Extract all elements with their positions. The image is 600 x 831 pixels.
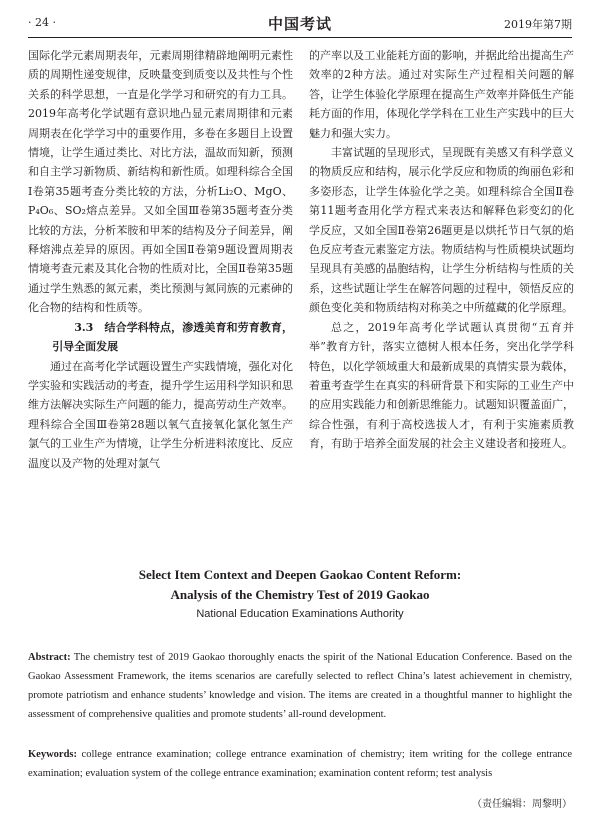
english-keywords (28, 745, 572, 783)
english-author: National Education Examinations Authority (196, 608, 404, 620)
paragraph: 总之，2019年高考化学试题认真贯彻“五育并举”教育方针，落实立德树人根本任务，突出化学学科特色，以化学领域重大和最新成果的真情实景为载体，着重考查学生在真实的科研背景下和实际的工业生产中的应用实践能力和创新思维能力。试题知识覆盖面广，综合性强，有利于高校选拔人才，有利于实施素质教育，有助于培养全面发展的社会主义建设者和接班人。 (309, 320, 574, 451)
header-rule (28, 37, 572, 38)
issue-label: 2019年第7期 (504, 18, 572, 31)
section-heading: 3.3 结合学科特点，渗透美育和劳育教育，引导全面发展 (52, 320, 293, 354)
page-header (28, 13, 572, 35)
journal-title: 中国考试 (267, 15, 332, 33)
paragraph: 国际化学元素周期表年，元素周期律精辟地阐明元素性质的周期性递变规律，反映量变到质变以及共性与个性关系的科学思想，一直是化学学习和研究的有力工具。2019年高考化学试题有意识地凸显元素周期律和元素周期表在化学学习中的重要作用，多卷在多题目上设置情境，让学生通过类比、对比方法，温故而知新，预测和自主学习新物质、新结构和新性质。如理科综合全国Ⅰ卷第35题考查分类比较的方法，分析Li₂O、MgO、P₄O₆、SO₂熔点差异。又如全国Ⅲ卷第35题考查分类比较的方法，分析苯胺和甲苯的结构及分子间差异，阐释熔沸点差异的原因。再如全国Ⅱ卷第9题设置周期表情境考查元素及其化合物的性质对比，全国Ⅱ卷第35题通过学生熟悉的氮元素，类比预测与氮同族的元素砷的化合物的结构和性质等。 (28, 49, 293, 315)
paragraph: 丰富试题的呈现形式，呈现既有美感又有科学意义的物质反应和结构，展示化学反应和物质的绚丽色彩和多姿形态，让学生体验化学之美。如理科综合全国Ⅱ卷第11题考查用化学方程式来表达和解释色彩变幻的化学反应，又如全国Ⅱ卷第26题更是以烘托节日气氛的焰色反应考查元素鉴定方法。物质结构与性质模块试题均呈现具有美感的晶胞结构，让学生分析结构与性质的关系，这些试题让学生在解答问题的过程中，领悟反应的颜色变化美和物质结构对称美之中所蕴藏的化学原理。 (309, 146, 574, 315)
english-title-line: Analysis of the Chemistry Test of 2019 Gaokao (170, 587, 430, 602)
english-abstract (28, 648, 572, 724)
editor-note: （责任编辑：周黎明） (472, 799, 572, 810)
paragraph: 的产率以及工业能耗方面的影响，并据此给出提高生产效率的2种方法。通过对实际生产过程相关问题的解答，让学生体验化学原理在提高生产效率并降低生产能耗方面的作用，体现化学学科在工业生产实践中的巨大魅力和强大实力。 (309, 49, 574, 140)
keywords-label: Keywords: (28, 749, 77, 760)
abstract-text: The chemistry test of 2019 Gaokao thoroughly enacts the spirit of the National Education Conference. Based on the Gaokao Assessment Framework, the items scenarios are carefully selected to reflect China’s latest achievement in chemistry, promote patriotism and enhance students’ knowledge and vision. The items are created in a thoughtful manner to highlight the assessment of comprehensive qualities and promote students’ all-round development. (28, 652, 572, 720)
paragraph: 通过在高考化学试题设置生产实践情境，强化对化学实验和实践活动的考查，提升学生运用科学知识和思维方法解决实际生产问题的能力，提高劳动生产效率。理科综合全国Ⅲ卷第28题以氧气直接氧化氯化氢生产氯气的工业生产为情境，让学生分析进料浓度比、反应温度以及产物的处理对氯气 (28, 359, 293, 470)
abstract-label: Abstract: (28, 652, 71, 663)
english-title (28, 565, 572, 605)
keywords-text: college entrance examination; college entrance examination of chemistry; item writing for the college entrance examination; evaluation system of the college entrance examination; examination content reform; test analysis (28, 749, 572, 779)
left-column (28, 46, 293, 473)
right-column (309, 46, 574, 454)
page-number: · 24 · (28, 16, 56, 29)
english-title-line: Select Item Context and Deepen Gaokao Content Reform: (138, 567, 462, 582)
